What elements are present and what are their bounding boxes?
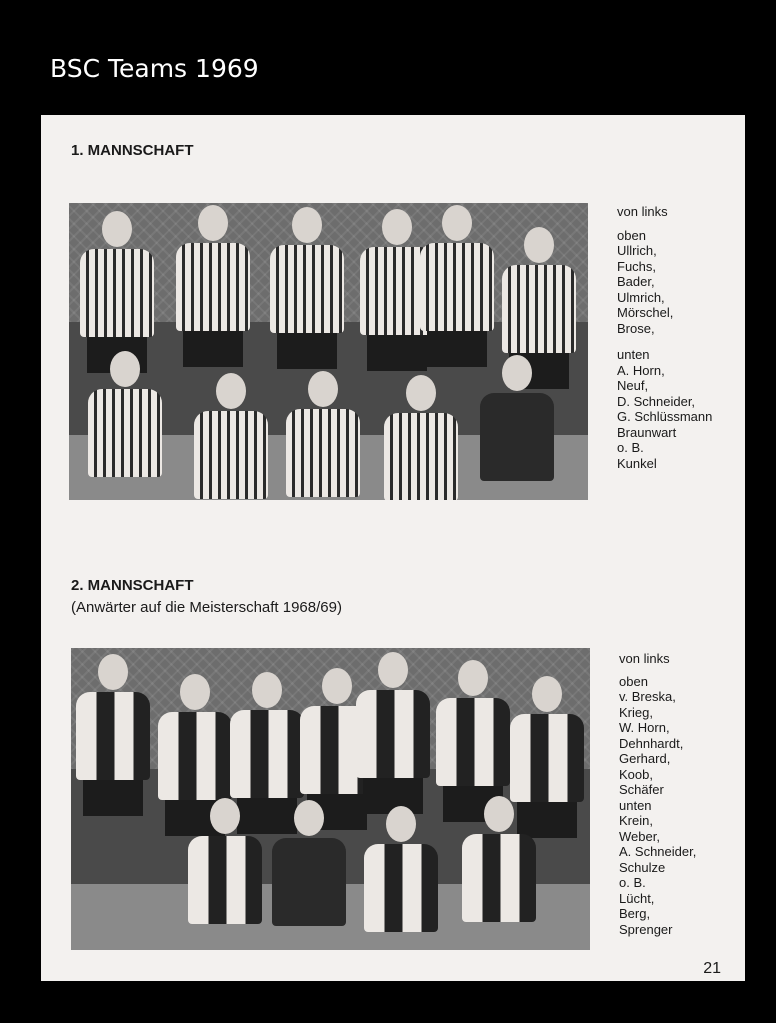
- player-figure: [361, 806, 441, 932]
- caption-line: unten: [619, 797, 652, 813]
- player-figure: [85, 351, 165, 477]
- caption-line: oben: [617, 227, 646, 243]
- team1-caption: [617, 204, 712, 471]
- caption-line: Lücht,: [619, 890, 655, 906]
- caption-line: v. Breska,: [619, 689, 676, 704]
- goalkeeper-figure: [269, 800, 349, 926]
- page-number: 21: [703, 960, 721, 977]
- caption-line: Brose,: [617, 320, 655, 336]
- caption-line: Bader,: [617, 274, 655, 289]
- scanned-page: [41, 115, 745, 981]
- header-title: BSC Teams 1969: [50, 54, 259, 83]
- caption-line: unten: [617, 347, 650, 362]
- player-figure: [191, 373, 271, 499]
- caption-line: Krein,: [619, 813, 653, 828]
- caption-spacer: [617, 336, 712, 347]
- caption-intro: von links: [619, 651, 670, 666]
- caption-line: Berg,: [619, 906, 651, 921]
- caption-line: Gerhard,: [619, 751, 671, 766]
- caption-line: Mörschel,: [617, 305, 674, 320]
- caption-line: Kunkel: [617, 455, 657, 471]
- caption-line: oben: [619, 673, 648, 689]
- caption-intro: von links: [617, 204, 668, 219]
- caption-line: o. B.: [619, 875, 646, 890]
- player-figure: [185, 798, 265, 924]
- caption-line: Krieg,: [619, 704, 653, 720]
- caption-line: Ullrich,: [617, 243, 657, 258]
- player-figure: [381, 375, 461, 500]
- team1-photo: [69, 203, 588, 500]
- caption-line: Braunwart: [617, 424, 677, 440]
- player-figure: [77, 211, 157, 373]
- caption-line: Ulmrich,: [617, 289, 665, 305]
- caption-line: o. B.: [617, 440, 644, 455]
- goalkeeper-figure: [477, 355, 557, 481]
- team2-subheading: (Anwärter auf die Meisterschaft 1968/69): [71, 599, 342, 616]
- team1-heading: 1. MANNSCHAFT: [71, 142, 194, 159]
- caption-line: Schäfer: [619, 782, 664, 797]
- player-figure: [267, 207, 347, 369]
- player-figure: [173, 205, 253, 367]
- caption-line: A. Horn,: [617, 362, 665, 378]
- caption-line: Fuchs,: [617, 258, 657, 274]
- caption-line: Sprenger: [619, 921, 673, 937]
- caption-line: Neuf,: [617, 378, 649, 393]
- player-figure: [283, 371, 363, 497]
- caption-line: Schulze: [619, 859, 666, 875]
- player-figure: [417, 205, 497, 367]
- player-figure: [73, 654, 153, 816]
- caption-line: Dehnhardt,: [619, 735, 684, 751]
- team2-photo: [71, 648, 590, 950]
- team2-heading: 2. MANNSCHAFT: [71, 577, 194, 594]
- player-figure: [353, 652, 433, 814]
- caption-line: D. Schneider,: [617, 393, 696, 409]
- team2-caption: [619, 651, 696, 937]
- caption-line: W. Horn,: [619, 720, 670, 735]
- caption-line: Koob,: [619, 766, 653, 782]
- player-figure: [459, 796, 539, 922]
- caption-line: Weber,: [619, 828, 660, 844]
- caption-line: A. Schneider,: [619, 844, 697, 859]
- caption-line: G. Schlüssmann: [617, 409, 713, 424]
